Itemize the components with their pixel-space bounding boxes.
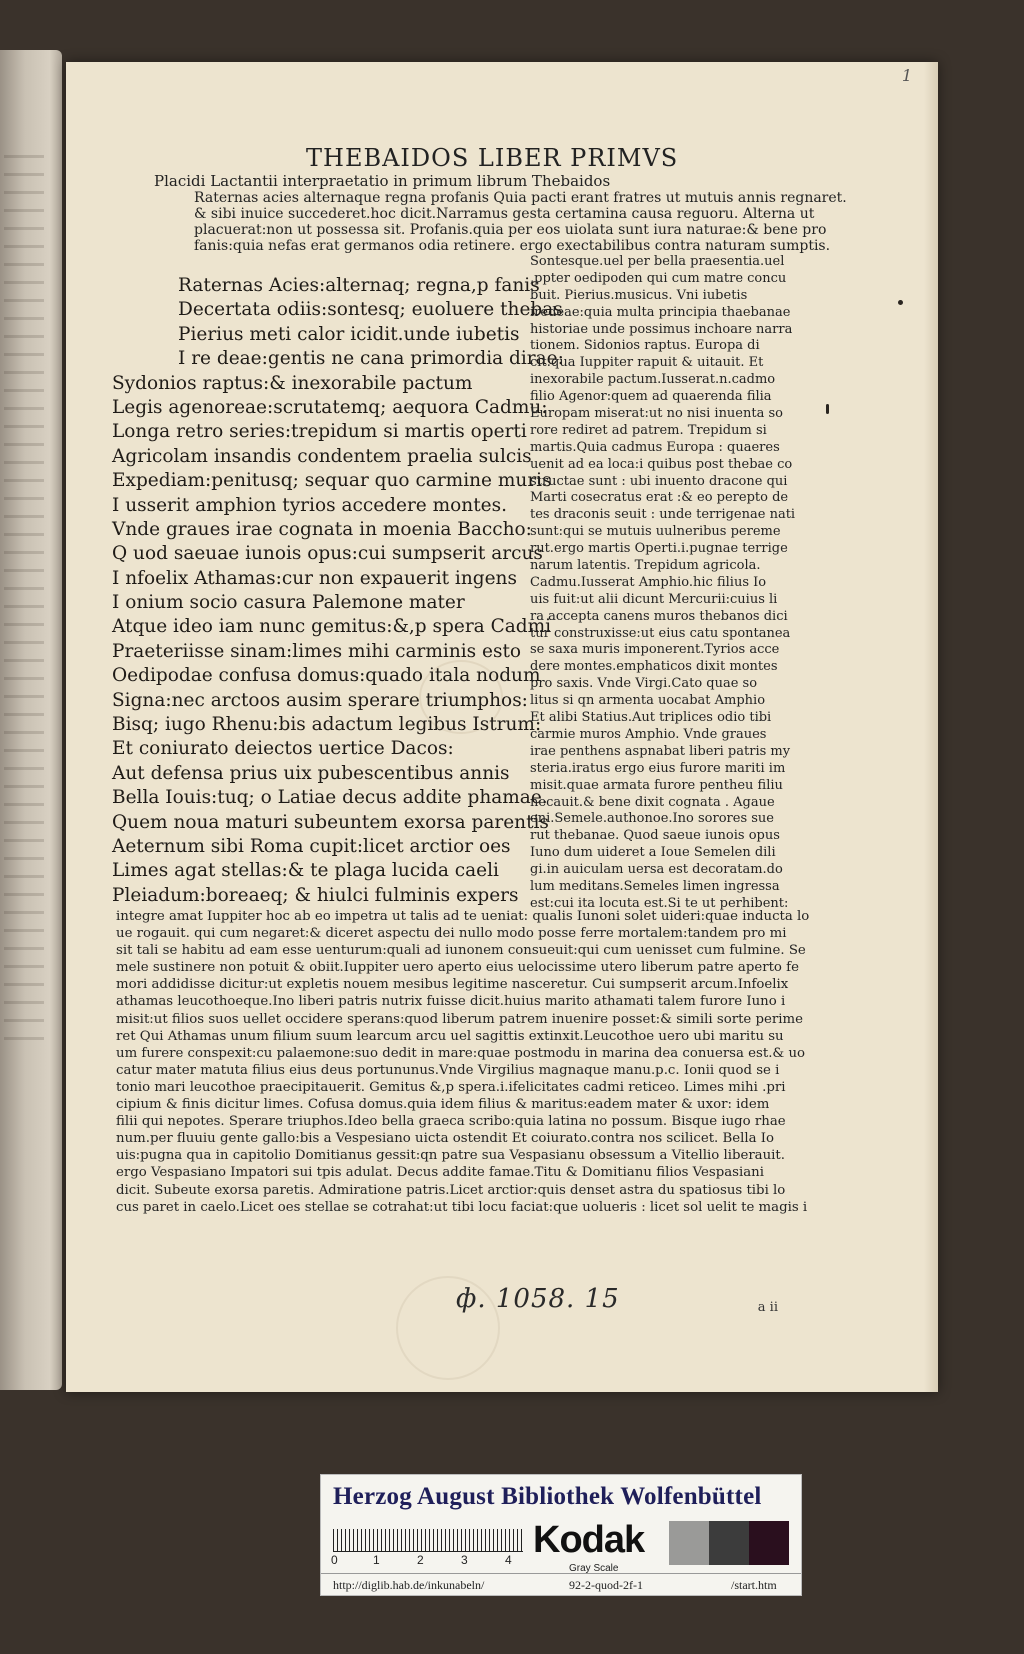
intro-line: & sibi inuice succederet.hoc dicit.Narramus gesta certamina causa reguoru. Alterna ut xyxy=(194,206,815,222)
ruler-number: 1 xyxy=(373,1553,380,1567)
facing-page-edge xyxy=(0,50,62,1390)
verse-line: Legis agenoreae:scrutatemq; aequora Cadmu: xyxy=(112,396,548,418)
verse-line: Limes agat stellas:& te plaga lucida caeli xyxy=(112,860,499,882)
commentary-line: misit:ut filios suos uellet occidere sperans:quod liberum patrem inuenire posset:& simili sorte perime xyxy=(116,1011,803,1027)
intro-line: fanis:quia nefas erat germanos odia retinere. ergo exectabilibus contra naturam sumptis. xyxy=(194,238,831,254)
commentary-line: uenit ad ea loca:i quibus post thebae co xyxy=(530,456,793,472)
kodak-logo: Kodak xyxy=(533,1519,645,1561)
commentary-line: est:cui ita locuta est.Si te ut perhibent: xyxy=(530,895,789,911)
commentary-line: Cadmu.Iusserat Amphio.hic filius Io xyxy=(530,574,767,590)
commentary-line: se saxa muris imponerent.Tyrios acce xyxy=(530,642,780,658)
commentary-line: dere montes.emphaticos dixit montes xyxy=(530,659,778,675)
verse-line: Et coniurato deiectos uertice Dacos: xyxy=(112,738,454,760)
commentary-line: carmie muros Amphio. Vnde graues xyxy=(530,726,767,742)
ink-spot xyxy=(826,404,829,414)
ruler-number: 3 xyxy=(461,1553,468,1567)
commentary-line: tes draconis seuit : unde terrigenae nati xyxy=(530,507,796,523)
commentary-line: integre amat Iuppiter hoc ab eo impetra ut talis ad te ueniat: qualis Iunoni solet uideri:quae inducta lo xyxy=(116,909,810,924)
verse-line: Pierius meti calor icidit.unde iubetis xyxy=(178,323,520,345)
verse-line: I nfoelix Athamas:cur non expauerit ingens xyxy=(112,567,517,589)
commentary-line: cipium & finis dicitur limes. Cofusa domus.quia idem filius & maritus:eadem mater & uxor: idem xyxy=(116,1097,770,1113)
commentary-line: martis.Quia cadmus Europa : quaeres xyxy=(530,439,780,455)
ruler-number: 2 xyxy=(417,1553,424,1567)
ink-spot xyxy=(898,300,903,305)
commentary-line: historiae unde possimus inchoare narra xyxy=(530,321,793,337)
digital-library-url: http://diglib.hab.de/inkunabeln/ xyxy=(333,1578,485,1592)
commentary-line: rut.ergo martis Operti.i.pugnae terrige xyxy=(530,541,788,557)
verse-line: Agricolam insandis condentem praelia sulcis xyxy=(112,445,532,467)
commentary-line: steria.iratus ergo eius furore mariti im xyxy=(530,760,786,776)
commentary-line: Et alibi Statius.Aut triplices odio tibi xyxy=(530,710,772,726)
signature-mark: a ii xyxy=(757,1300,778,1315)
verse-block xyxy=(112,274,564,908)
verse-line: Expediam:penitusq; sequar quo carmine muris xyxy=(112,470,552,492)
commentary-line: rore rediret ad patrem. Trepidum si xyxy=(530,422,767,438)
commentary-line: Marti cosecratus erat :& eo perepto de xyxy=(530,490,789,506)
commentary-line: cit:qua Iuppiter rapuit & uitauit. Et xyxy=(530,355,764,371)
commentary-line: necauit.& bene dixit cognata . Agaue xyxy=(530,794,775,810)
commentary-line: buit. Pierius.musicus. Vni iubetis xyxy=(530,287,748,303)
commentary-line: Iuno dum uideret a Ioue Semelen dili xyxy=(530,845,776,861)
commentary-line: mori addidisse dicitur:ut expletis nouem mesibus legitime nasceretur. Cui sumpserit arcum.Infoelix xyxy=(116,977,789,993)
item-id: 92-2-quod-2f-1 xyxy=(569,1578,643,1592)
commentary-line: Europam miserat:ut no nisi inuenta so xyxy=(530,406,783,422)
commentary-line: Sontesque.uel per bella praesentia.uel xyxy=(530,254,785,269)
commentary-line: uis fuit:ut alii dicunt Mercurii:cuius li xyxy=(530,591,778,607)
commentary-line: filii qui nepotes. Sperare triuphos.Ideo bella graeca scribo:quia latina no possum. Bisque iugo rhae xyxy=(116,1114,786,1130)
gray-swatch-dark xyxy=(709,1521,749,1565)
page-title: THEBAIDOS LIBER PRIMVS xyxy=(306,144,679,172)
verse-line: Quem noua maturi subeuntem exorsa parentis xyxy=(112,811,549,833)
commentary-line: mele sustinere non potuit & obiit.Iuppiter uero aperto eius uelocissime utero liberum patre aperto fe xyxy=(116,960,799,976)
commentary-line: num.per fluuiu gente gallo:bis a Vespesiano uicta ostendit Et coiurato.contra nos scilicet. Bella Io xyxy=(116,1131,775,1147)
book-page xyxy=(66,62,938,1392)
commentary-line: catur mater matuta filius eius deus portununus.Vnde Virgilius magnaque manu.p.c. Ionii quod se i xyxy=(116,1062,780,1078)
commentary-line: tur construxisse:ut eius catu spontanea xyxy=(530,625,791,641)
commentary-line: um furere conspexit:cu palaemone:suo dedit in mare:quae postmodu in marina dea conuersa est.& uo xyxy=(116,1045,806,1061)
commentary-line: litus si qn armenta uocabat Amphio xyxy=(530,693,766,709)
folio-number: 1 xyxy=(901,66,912,85)
commentary-line: tonio mari leucothoe praecipitauerit. Gemitus &,p spera.i.ifelicitates cadmi reticeo. Limes mihi .pri xyxy=(116,1079,786,1095)
handwritten-shelfmark: ф. 1058. 15 xyxy=(456,1284,620,1314)
verse-line: I usserit amphion tyrios accedere montes. xyxy=(112,494,507,516)
commentary-line: misit.quae armata furore pentheu filiu xyxy=(530,777,783,793)
verse-line: Bella Iouis:tuq; o Latiae decus addite phamae. xyxy=(112,787,548,809)
verse-line: Pleiadum:boreaeq; & hiulci fulminis expers xyxy=(112,884,519,906)
commentary-line: eni.Semele.authonoe.Ino sorores sue xyxy=(530,811,774,827)
commentary-line: filio Agenor:quem ad quaerenda filia xyxy=(530,389,772,405)
institution-name: Herzog August Bibliothek Wolfenbüttel xyxy=(333,1483,762,1510)
grayscale-label: Gray Scale xyxy=(569,1563,619,1574)
gray-swatch-black xyxy=(749,1521,789,1565)
verse-line: Q uod saeuae iunois opus:cui sumpserit arcus xyxy=(112,543,543,565)
card-footer xyxy=(321,1573,801,1596)
commentary-line: sit tali se habitu ad eam esse uenturum:quali ad iunonem consueuit:qui cum uenisset cum fulmine. Se xyxy=(116,943,806,959)
verse-line: Praeteriisse sinam:limes mihi carminis esto xyxy=(112,640,522,662)
commentary-line: dicit. Subeute exorsa paretis. Admiratione patris.Licet arctior:quis denset astra du spatiosus tibi lo xyxy=(116,1182,786,1198)
start-file: /start.htm xyxy=(731,1578,777,1592)
intro-line: placuerat:non ut possessa sit. Profanis.quia per eos uiolata sunt iura naturae:& bene pro xyxy=(194,222,827,238)
ruler-number: 0 xyxy=(331,1553,338,1567)
verse-line: Atque ideo iam nunc gemitus:&,p spera Cadmi xyxy=(112,616,552,638)
commentary-line: ue rogauit. qui cum negaret:& diceret aspectu dei nullo modo posse ferre mortalem:tandem pro mi xyxy=(116,926,787,942)
gray-swatch-light xyxy=(669,1521,709,1565)
commentary-line: ergo Vespasiano Impatori sui tpis adulat. Decus addite famae.Titu & Domitianu filios Vespasiani xyxy=(116,1165,764,1181)
verse-line: Signa:nec arctoos ausim sperare triumphos: xyxy=(112,689,528,711)
commentary-line: inexorabile pactum.Iusserat.n.cadmo xyxy=(530,372,776,388)
commentary-right xyxy=(530,254,880,913)
verse-line: Vnde graues irae cognata in moenia Baccho: xyxy=(112,518,532,540)
intro-heading: Placidi Lactantii interpraetatio in primum librum Thebaidos xyxy=(154,172,611,190)
commentary-line: ,ppter oedipoden qui cum matre concu xyxy=(530,270,787,286)
verse-line: Oedipodae confusa domus:quado itala nodum xyxy=(112,665,541,687)
scale-ruler xyxy=(331,1521,523,1567)
commentary-line: lum meditans.Semeles limen ingressa xyxy=(530,878,780,894)
commentary-line: iredeae:quia multa principia thaebanae xyxy=(530,304,791,320)
page-edge-shadow xyxy=(924,62,938,1392)
commentary-bottom xyxy=(116,908,876,1216)
commentary-line: irae penthens aspnabat liberi patris my xyxy=(530,743,791,759)
verse-line: Longa retro series:trepidum si martis operti xyxy=(112,421,527,443)
ruler-ticks xyxy=(333,1529,523,1551)
commentary-line: ret Qui Athamas unum filium suum learcum arcu uel sagittis extinxit.Leucothoe uero ubi maritu su xyxy=(116,1028,784,1044)
commentary-line: sunt:qui se mutuis uulneribus pereme xyxy=(530,524,781,540)
commentary-line: tionem. Sidonios raptus. Europa di xyxy=(530,338,760,354)
commentary-line: pro saxis. Vnde Virgi.Cato quae so xyxy=(530,676,758,692)
verse-line: Aut defensa prius uix pubescentibus annis xyxy=(112,762,510,784)
commentary-line: narum latentis. Trepidum agricola. xyxy=(530,558,761,574)
verse-line: Sydonios raptus:& inexorabile pactum xyxy=(112,372,473,394)
commentary-line: structae sunt : ubi inuento dracone qui xyxy=(530,473,788,489)
target-card xyxy=(320,1474,802,1596)
verse-line: Decertata odiis:sontesq; euoluere thebas xyxy=(178,299,563,321)
verse-line: Aeternum sibi Roma cupit:licet arctior oes xyxy=(112,835,511,857)
commentary-line: cus paret in caelo.Licet oes stellae se cotrahat:ut tibi locu faciat:que uolueris : licet sol uelit te magis i xyxy=(116,1199,808,1215)
commentary-line: ra accepta canens muros thebanos dici xyxy=(530,608,788,624)
facing-page-text xyxy=(4,140,44,1040)
verse-line: Bisq; iugo Rhenu:bis adactum legibus Istrum: xyxy=(112,714,542,736)
commentary-line: gi.in auiculam uersa est decoratam.do xyxy=(530,862,783,878)
intro-line: Raternas acies alternaque regna profanis Quia pacti erant fratres ut mutuis annis regnaret. xyxy=(194,190,847,206)
verse-line: I onium socio casura Palemone mater xyxy=(112,592,465,614)
commentary-line: uis:pugna qua in capitolio Domitianus gessit:qn patre sua Vespasianu obsessum a Vitellio liberauit. xyxy=(116,1148,785,1164)
verse-line: I re deae:gentis ne cana primordia dirae: xyxy=(178,348,564,370)
commentary-line: athamas leucothoeque.Ino liberi patris nutrix fuisse dicit.huius marito athamati talem furore Iuno i xyxy=(116,994,786,1010)
verse-line: Raternas Acies:alternaq; regna,p fanis xyxy=(178,275,540,296)
ruler-number: 4 xyxy=(505,1553,512,1567)
commentary-line: rut thebanae. Quod saeue iunois opus xyxy=(530,828,780,844)
